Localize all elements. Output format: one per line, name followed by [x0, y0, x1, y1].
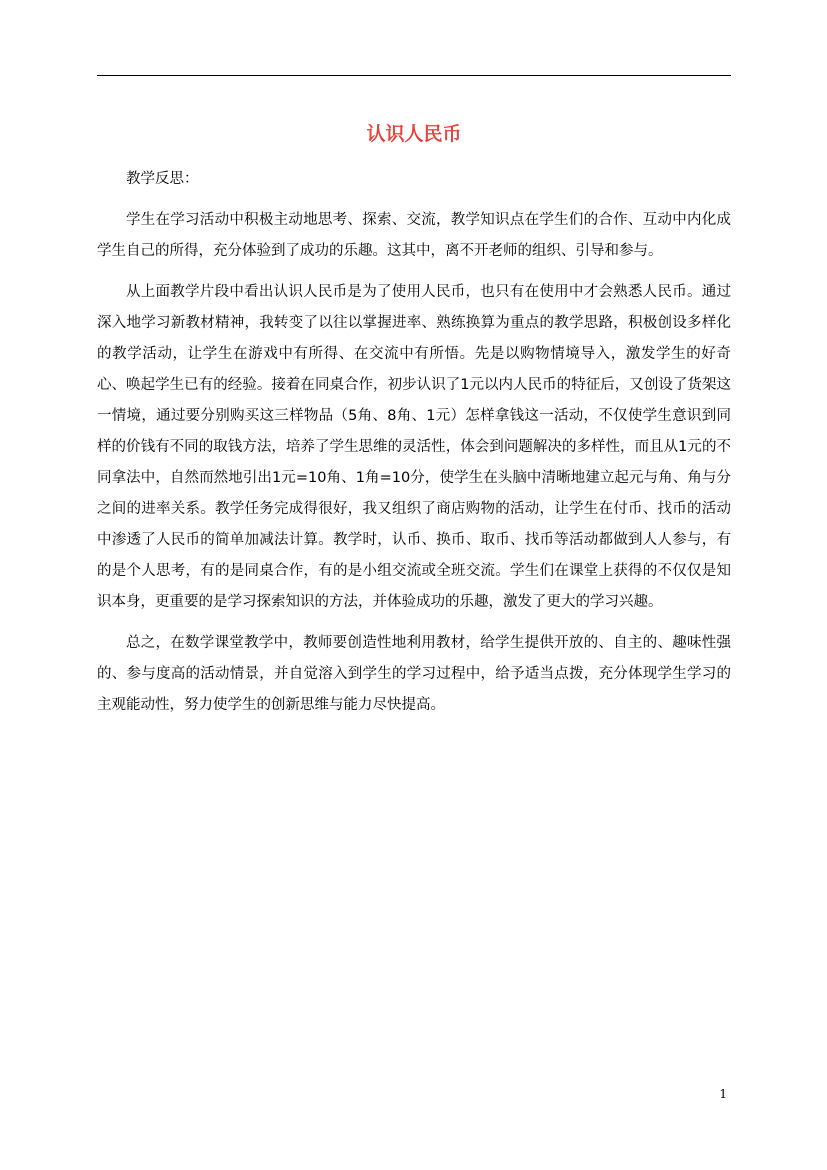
header-rule — [97, 75, 731, 76]
paragraph-2: 从上面教学片段中看出认识人民币是为了使用人民币，也只有在使用中才会熟悉人民币。通过深入地学习新教材精神，我转变了以往以掌握进率、熟练换算为重点的教学思路，积极创设多样化的教学活动，让学生在游戏中有所得、在交流中有所悟。先是以购物情境导入，激发学生的好奇心、唤起学生已有的经验。接着在同桌合作，初步认识了1元以内人民币的特征后，又创设了货架这一情境，通过要分别购买这三样物品（5角、8角、1元）怎样拿钱这一活动，不仅使学生意识到同样的价钱有不同的取钱方法，培养了学生思维的灵活性，体会到问题解决的多样性，而且从1元的不同拿法中，自然而然地引出1元=10角、1角=10分，使学生在头脑中清晰地建立起元与角、角与分之间的进率关系。教学任务完成得很好，我又组织了商店购物的活动，让学生在付币、找币的活动中渗透了人民币的简单加减法计算。教学时，认币、换币、取币、找币等活动都做到人人参与，有的是个人思考，有的是同桌合作，有的是小组交流或全班交流。学生们在课堂上获得的不仅仅是知识本身，更重要的是学习探索知识的方法，并体验成功的乐趣，激发了更大的学习兴趣。 — [97, 284, 731, 610]
page-number: 1 — [719, 1087, 727, 1101]
paragraph-1: 学生在学习活动中积极主动地思考、探索、交流，教学知识点在学生们的合作、互动中内化成学生自己的所得，充分体验到了成功的乐趣。这其中，离不开老师的组织、引导和参与。 — [97, 212, 731, 259]
document-title: 认识人民币 — [366, 123, 462, 145]
document-body — [97, 164, 731, 731]
paragraph-3: 总之，在数学课堂教学中，教师要创造性地利用教材，给学生提供开放的、自主的、趣味性强的、参与度高的活动情景，并自觉溶入到学生的学习过程中，给予适当点拨，充分体现学生学习的主观能动性，努力使学生的创新思维与能力尽快提高。 — [97, 635, 731, 713]
section-label: 教学反思： — [126, 171, 199, 187]
